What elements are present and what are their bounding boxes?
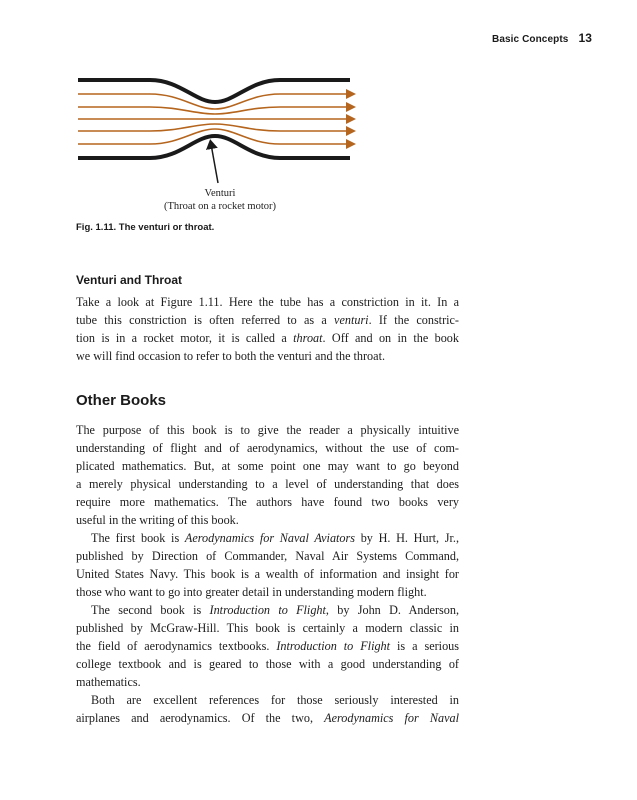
running-head-section: Basic Concepts: [492, 34, 569, 45]
figure-caption: Fig. 1.11. The venturi or throat.: [76, 222, 215, 233]
paragraph-first-book: [76, 529, 459, 601]
text-line: plicated mathematics. But, at some point one may want to go beyond: [76, 459, 459, 473]
text-line: useful in the writing of this book.: [76, 513, 239, 527]
page-number: 13: [578, 31, 592, 45]
streamline-4: [78, 124, 354, 131]
figure-callout: [140, 187, 300, 213]
running-head: [492, 31, 592, 45]
text-line: tube this constriction is often referred to as a venturi. If the constric-: [76, 313, 459, 327]
text-line: mathematics.: [76, 675, 141, 689]
paragraph-purpose: [76, 421, 459, 529]
text-line: tion is in a rocket motor, it is called a throat. Off and on in the book: [76, 331, 459, 345]
section-heading: Venturi and Throat: [76, 273, 183, 287]
text-line: Both are excellent references for those seriously interested in: [91, 693, 459, 707]
text-line: college textbook and is geared to those with a good understanding of: [76, 657, 459, 671]
text-line: The first book is Aerodynamics for Naval Aviators by H. H. Hurt, Jr.,: [91, 531, 459, 545]
callout-sublabel: (Throat on a rocket motor): [164, 201, 276, 212]
tube-top-wall: [78, 80, 350, 102]
streamline-2: [78, 107, 354, 114]
text-line: The second book is Introduction to Flight, by John D. Anderson,: [91, 603, 460, 617]
text-line: published by Direction of Commander, Naval Air Systems Command,: [76, 549, 459, 563]
text-line: airplanes and aerodynamics. Of the two, Aerodynamics for Naval: [76, 711, 459, 725]
text-line: The purpose of this book is to give the reader a physically intuitive: [76, 423, 459, 437]
callout-label: Venturi: [204, 188, 236, 199]
paragraph-references: [76, 691, 459, 727]
text-line: published by McGraw-Hill. This book is certainly a modern classic in: [76, 621, 459, 635]
text-line: those who want to go into greater detail in understanding modern flight.: [76, 585, 427, 599]
chapter-heading: Other Books: [76, 392, 167, 409]
text-line: the field of aerodynamics textbooks. Introduction to Flight is a serious: [76, 639, 459, 653]
paragraph-venturi: [76, 293, 459, 365]
text-line: a merely physical understanding to a level of understanding that does: [76, 477, 459, 491]
paragraph-second-book: [76, 601, 459, 691]
tube-bottom-wall: [78, 136, 350, 158]
callout-arrow: [211, 144, 218, 183]
text-line: United States Navy. This book is a wealth of information and insight for: [76, 567, 459, 581]
text-line: understanding of flight and of aerodynamics, without the use of com-: [76, 441, 459, 455]
text-line: we will find occasion to refer to both the venturi and the throat.: [76, 349, 385, 363]
text-line: Take a look at Figure 1.11. Here the tube has a constriction in it. In a: [76, 295, 459, 309]
text-line: require more mathematics. The authors have found two books very: [76, 495, 459, 509]
